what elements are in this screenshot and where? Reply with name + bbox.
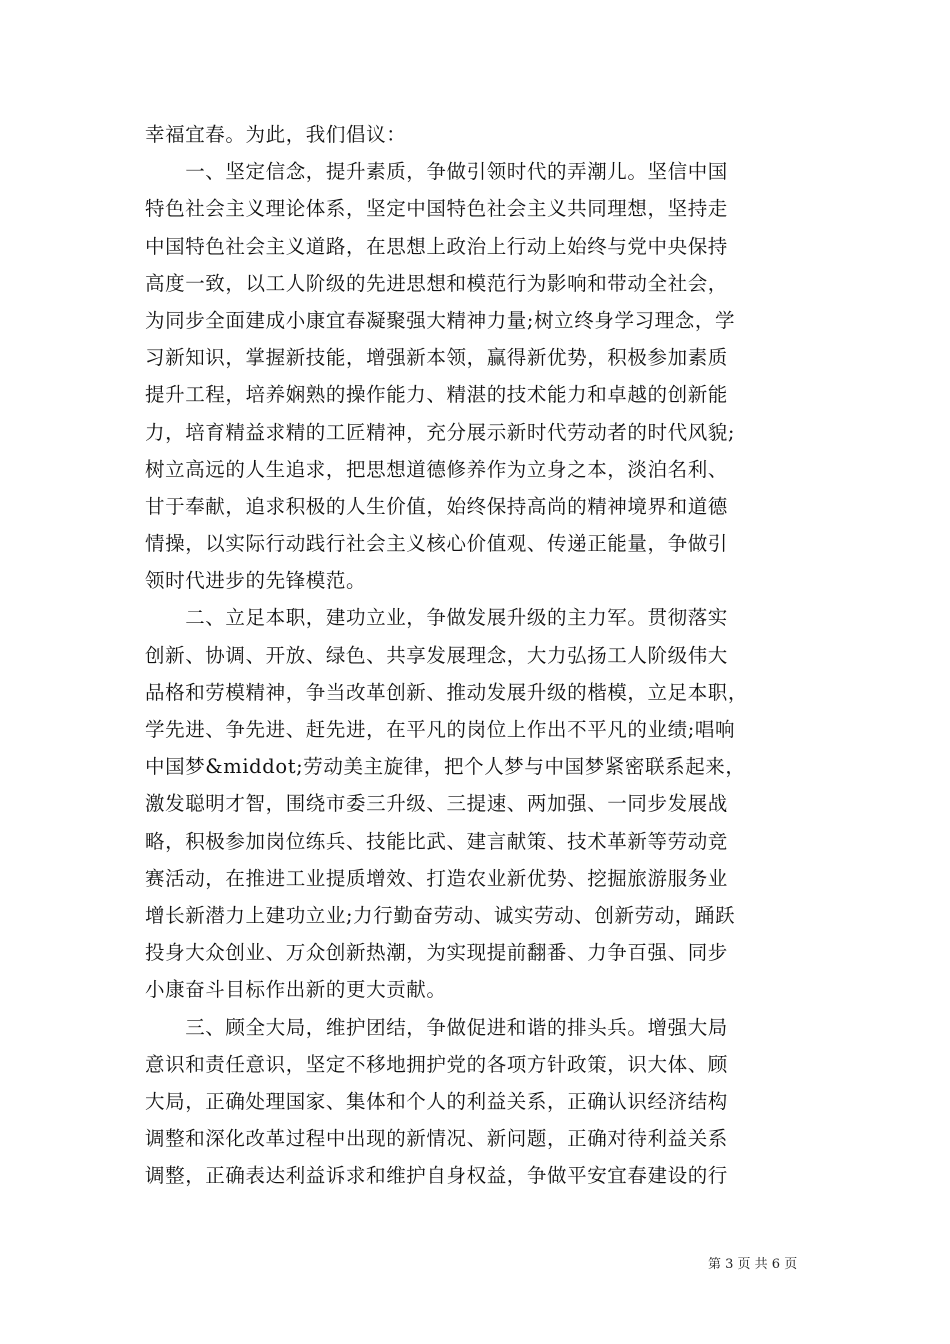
text-line: 调整和深化改革过程中出现的新情况、新问题，正确对待利益关系 bbox=[145, 1127, 728, 1151]
text-line: 小康奋斗目标作出新的更大贡献。 bbox=[145, 978, 447, 1002]
text-line: 特色社会主义理论体系，坚定中国特色社会主义共同理想，坚持走 bbox=[145, 197, 728, 221]
text-line: 中国梦&middot;劳动美主旋律，把个人梦与中国梦紧密联系起来， bbox=[145, 755, 746, 779]
text-line: 二、立足本职，建功立业，争做发展升级的主力军。贯彻落实 bbox=[145, 606, 728, 630]
text-line: 领时代进步的先锋模范。 bbox=[145, 569, 367, 593]
text-line: 一、坚定信念，提升素质，争做引领时代的弄潮儿。坚信中国 bbox=[145, 160, 728, 184]
text-line: 中国特色社会主义道路，在思想上政治上行动上始终与党中央保持 bbox=[145, 234, 728, 258]
text-line: 高度一致，以工人阶级的先进思想和模范行为影响和带动全社会， bbox=[145, 271, 728, 295]
text-line: 三、顾全大局，维护团结，争做促进和谐的排头兵。增强大局 bbox=[145, 1015, 728, 1039]
text-line: 意识和责任意识，坚定不移地拥护党的各项方针政策，识大体、顾 bbox=[145, 1052, 728, 1076]
text-line: 情操，以实际行动践行社会主义核心价值观、传递正能量，争做引 bbox=[145, 532, 728, 556]
text-line: 习新知识，掌握新技能，增强新本领，赢得新优势，积极参加素质 bbox=[145, 346, 728, 370]
text-line: 幸福宜春。为此，我们倡议： bbox=[145, 123, 407, 146]
text-line: 甘于奉献，追求积极的人生价值，始终保持高尚的精神境界和道德 bbox=[145, 494, 728, 518]
text-line: 大局，正确处理国家、集体和个人的利益关系，正确认识经济结构 bbox=[145, 1089, 728, 1113]
text-line: 力，培育精益求精的工匠精神，充分展示新时代劳动者的时代风貌; bbox=[145, 420, 736, 444]
page-number: 第 3 页 共 6 页 bbox=[708, 1257, 798, 1272]
text-line: 学先进、争先进、赶先进，在平凡的岗位上作出不平凡的业绩;唱响 bbox=[145, 718, 736, 741]
text-line: 创新、协调、开放、绿色、共享发展理念，大力弘扬工人阶级伟大 bbox=[145, 643, 728, 667]
document-body bbox=[145, 116, 810, 1194]
text-line: 激发聪明才智，围绕市委三升级、三提速、两加强、一同步发展战 bbox=[145, 792, 728, 816]
text-line: 树立高远的人生追求，把思想道德修养作为立身之本，淡泊名利、 bbox=[145, 457, 728, 481]
text-line: 略，积极参加岗位练兵、技能比武、建言献策、技术革新等劳动竞 bbox=[145, 829, 728, 853]
text-line: 调整，正确表达利益诉求和维护自身权益，争做平安宜春建设的行 bbox=[145, 1164, 728, 1188]
text-line: 为同步全面建成小康宜春凝聚强大精神力量;树立终身学习理念，学 bbox=[145, 308, 736, 332]
text-line: 提升工程，培养娴熟的操作能力、精湛的技术能力和卓越的创新能 bbox=[145, 383, 728, 407]
text-line: 投身大众创业、万众创新热潮，为实现提前翻番、力争百强、同步 bbox=[145, 941, 728, 965]
text-line: 增长新潜力上建功立业;力行勤奋劳动、诚实劳动、创新劳动，踊跃 bbox=[145, 903, 736, 927]
text-line: 品格和劳模精神，争当改革创新、推动发展升级的楷模，立足本职， bbox=[145, 680, 749, 704]
text-line: 赛活动，在推进工业提质增效、打造农业新优势、挖掘旅游服务业 bbox=[145, 866, 728, 890]
